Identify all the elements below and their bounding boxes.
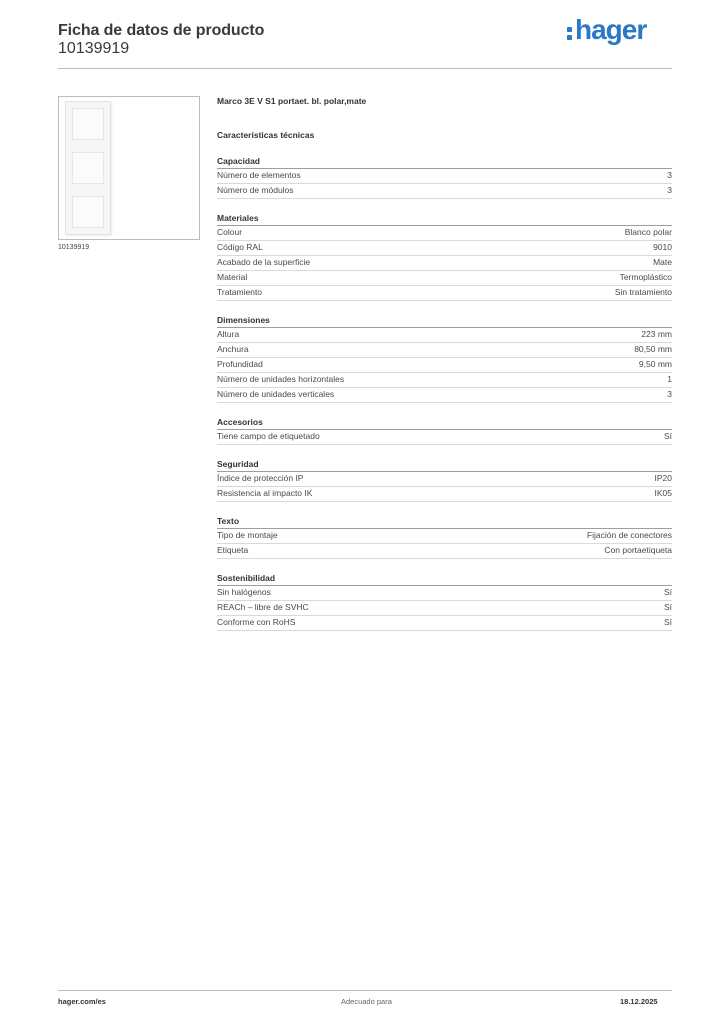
footer-divider <box>58 990 672 991</box>
product-name: Marco 3E V S1 portaet. bl. polar,mate <box>217 96 367 106</box>
spec-row <box>217 184 672 199</box>
section-title: Sostenibilidad <box>217 573 672 586</box>
spec-section <box>217 516 672 559</box>
spec-row <box>217 601 672 616</box>
section-title: Materiales <box>217 213 672 226</box>
image-caption: 10139919 <box>58 244 90 251</box>
section-title: Capacidad <box>217 156 672 169</box>
spec-value: Mate <box>653 257 672 267</box>
spec-row <box>217 616 672 631</box>
spec-label: Número de módulos <box>217 185 294 195</box>
spec-value: 3 <box>667 389 672 399</box>
tech-heading: Características técnicas <box>217 130 315 140</box>
footer-suitable-for: Adecuado para <box>341 997 392 1006</box>
section-title: Dimensiones <box>217 315 672 328</box>
spec-row <box>217 226 672 241</box>
spec-label: Código RAL <box>217 242 263 252</box>
spec-label: Colour <box>217 227 243 237</box>
header-divider <box>58 68 672 69</box>
spec-label: Conforme con RoHS <box>217 617 296 627</box>
spec-value: Fijación de conectores <box>586 530 672 540</box>
spec-row <box>217 388 672 403</box>
spec-value: 3 <box>667 185 672 195</box>
logo-text: hager <box>575 14 647 45</box>
spec-label: Anchura <box>217 344 249 354</box>
spec-value: Sin tratamiento <box>614 287 672 297</box>
spec-value: IP20 <box>654 473 672 483</box>
spec-label: Tiene campo de etiquetado <box>217 431 320 441</box>
spec-row <box>217 169 672 184</box>
spec-row <box>217 241 672 256</box>
spec-section <box>217 156 672 199</box>
spec-row <box>217 529 672 544</box>
frame-opening <box>72 152 104 184</box>
spec-row <box>217 373 672 388</box>
spec-value: Sí <box>663 587 672 597</box>
product-image <box>58 96 200 240</box>
spec-value: 3 <box>667 170 672 180</box>
spec-label: REACh – libre de SVHC <box>217 602 309 612</box>
spec-section <box>217 573 672 631</box>
spec-section <box>217 315 672 403</box>
spec-row <box>217 487 672 502</box>
spec-label: Tipo de montaje <box>217 530 278 540</box>
spec-label: Material <box>217 272 248 282</box>
frame-opening <box>72 196 104 228</box>
spec-row <box>217 430 672 445</box>
spec-label: Profundidad <box>217 359 263 369</box>
spec-label: Resistencia al impacto IK <box>217 488 313 498</box>
spec-row <box>217 472 672 487</box>
section-title: Texto <box>217 516 672 529</box>
spec-value: 80,50 mm <box>634 344 672 354</box>
spec-row <box>217 328 672 343</box>
spec-value: Sí <box>663 431 672 441</box>
spec-value: 1 <box>667 374 672 384</box>
spec-section <box>217 213 672 301</box>
spec-row <box>217 358 672 373</box>
footer-date: 18.12.2025 <box>620 997 658 1006</box>
spec-label: Número de unidades verticales <box>217 389 335 399</box>
product-number: 10139919 <box>58 40 130 57</box>
spec-value: IK05 <box>654 488 672 498</box>
spec-label: Etiqueta <box>217 545 249 555</box>
spec-row <box>217 343 672 358</box>
spec-row <box>217 586 672 601</box>
frame-opening <box>72 108 104 140</box>
spec-value: 223 mm <box>641 329 672 339</box>
spec-label: Altura <box>217 329 240 339</box>
spec-row <box>217 544 672 559</box>
spec-label: Número de elementos <box>217 170 301 180</box>
spec-label: Acabado de la superficie <box>217 257 311 267</box>
spec-row <box>217 286 672 301</box>
logo-dots-icon <box>566 21 574 43</box>
spec-label: Sin halógenos <box>217 587 271 597</box>
spec-row <box>217 271 672 286</box>
spec-sections <box>217 156 672 631</box>
section-title: Seguridad <box>217 459 672 472</box>
spec-label: Índice de protección IP <box>217 473 304 483</box>
spec-value: Blanco polar <box>624 227 672 237</box>
hager-logo <box>566 14 646 46</box>
spec-section <box>217 459 672 502</box>
spec-value: Termoplástico <box>619 272 672 282</box>
spec-value: Sí <box>663 602 672 612</box>
frame-3-gang-icon <box>65 101 111 235</box>
page-title: Ficha de datos de producto <box>58 22 265 39</box>
spec-row <box>217 256 672 271</box>
spec-value: Sí <box>663 617 672 627</box>
footer-website: hager.com/es <box>58 997 106 1006</box>
spec-value: Con portaetiqueta <box>604 545 672 555</box>
spec-label: Tratamiento <box>217 287 263 297</box>
spec-label: Número de unidades horizontales <box>217 374 345 384</box>
spec-section <box>217 417 672 445</box>
section-title: Accesorios <box>217 417 672 430</box>
spec-value: 9010 <box>653 242 672 252</box>
product-details <box>217 96 672 631</box>
spec-value: 9,50 mm <box>638 359 672 369</box>
